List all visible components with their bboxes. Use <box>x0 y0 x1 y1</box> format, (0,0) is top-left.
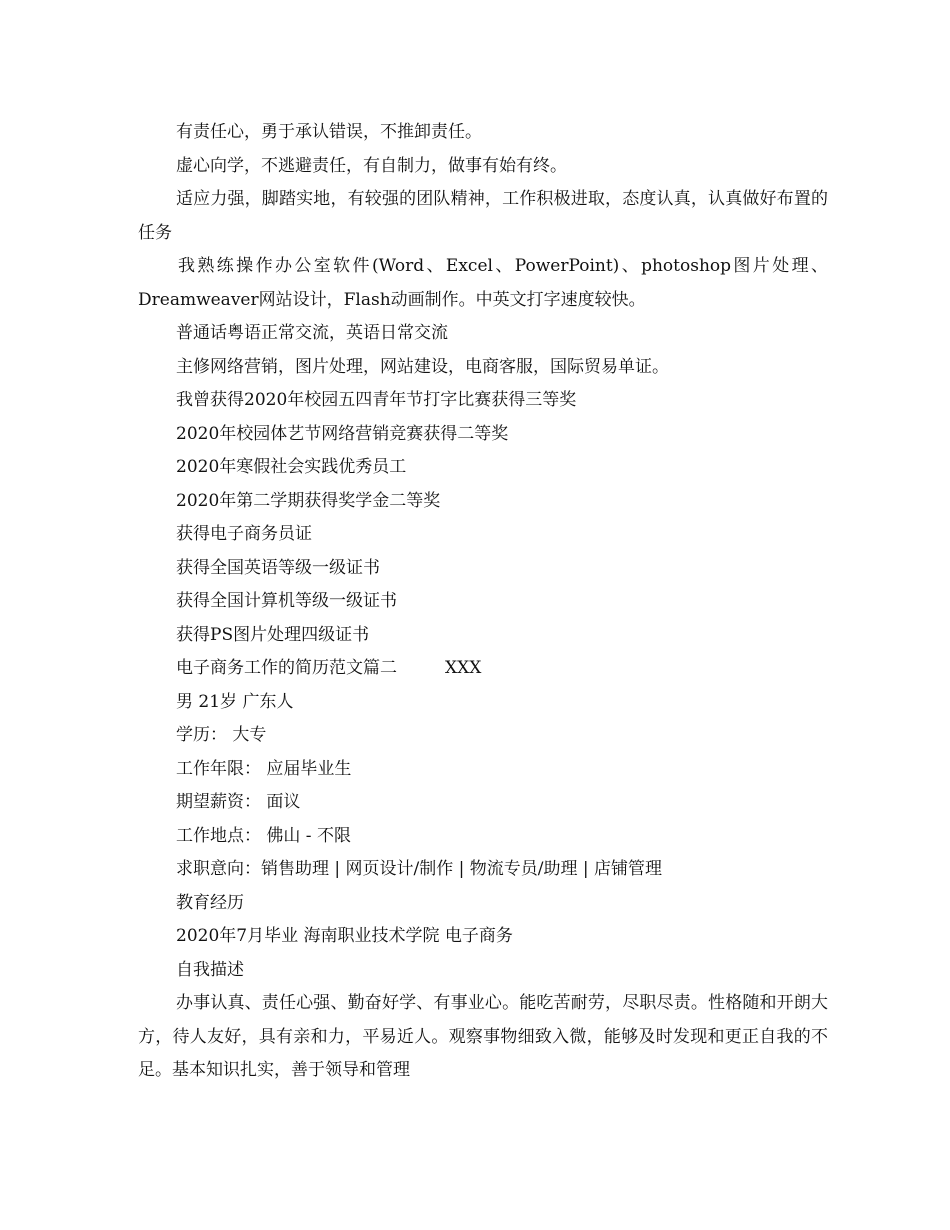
text-line: 虚心向学，不逃避责任，有自制力，做事有始有终。 <box>176 155 567 176</box>
text-line: 主修网络营销，图片处理，网站建设，电商客服，国际贸易单证。 <box>176 356 669 377</box>
resume-name: XXX <box>445 658 482 678</box>
text-line: 2020年校园体艺节网络营销竞赛获得二等奖 <box>176 423 509 444</box>
text-line: 我曾获得2020年校园五四青年节打字比赛获得三等奖 <box>176 390 577 410</box>
text-line: 学历： 大专 <box>176 725 267 745</box>
document-body <box>138 116 828 1088</box>
text-line: 获得PS图片处理四级证书 <box>176 624 370 645</box>
text-line: 求职意向：销售助理 | 网页设计/制作 | 物流专员/助理 | 店铺管理 <box>176 859 663 879</box>
text-line: 2020年7月毕业 海南职业技术学院 电子商务 <box>176 926 513 946</box>
section-heading: 自我描述 <box>176 959 244 980</box>
text-line: 2020年第二学期获得奖学金二等奖 <box>176 490 441 511</box>
text-line: 2020年寒假社会实践优秀员工 <box>176 457 407 477</box>
text-line: 工作年限： 应届毕业生 <box>176 758 352 779</box>
section-heading: 教育经历 <box>176 892 244 913</box>
paragraph: 我熟练操作办公室软件(Word、Excel、PowerPoint)、photoshop图片处理、Dreamweaver网站设计，Flash动画制作。中英文打字速度较快。 <box>138 256 828 310</box>
text-line: 获得全国英语等级一级证书 <box>176 557 380 578</box>
text-line: 普通话粤语正常交流，英语日常交流 <box>176 323 448 343</box>
text-line: 男 21岁 广东人 <box>176 691 294 712</box>
paragraph: 办事认真、责任心强、勤奋好学、有事业心。能吃苦耐劳，尽职尽责。性格随和开朗大方，待人友好，具有亲和力，平易近人。观察事物细致入微，能够及时发现和更正自我的不足。基本知识扎实，善于领导和管理 <box>138 993 828 1080</box>
resume-title: 电子商务工作的简历范文篇二 <box>176 658 397 678</box>
resume-heading <box>138 652 828 686</box>
text-line: 获得全国计算机等级一级证书 <box>176 591 397 611</box>
text-line: 有责任心，勇于承认错误，不推卸责任。 <box>176 122 482 142</box>
text-line: 获得电子商务员证 <box>176 524 312 544</box>
paragraph: 适应力强，脚踏实地，有较强的团队精神，工作积极进取，态度认真，认真做好布置的任务 <box>138 189 828 243</box>
text-line: 期望薪资： 面议 <box>176 792 301 812</box>
text-line: 工作地点： 佛山 - 不限 <box>176 825 351 846</box>
